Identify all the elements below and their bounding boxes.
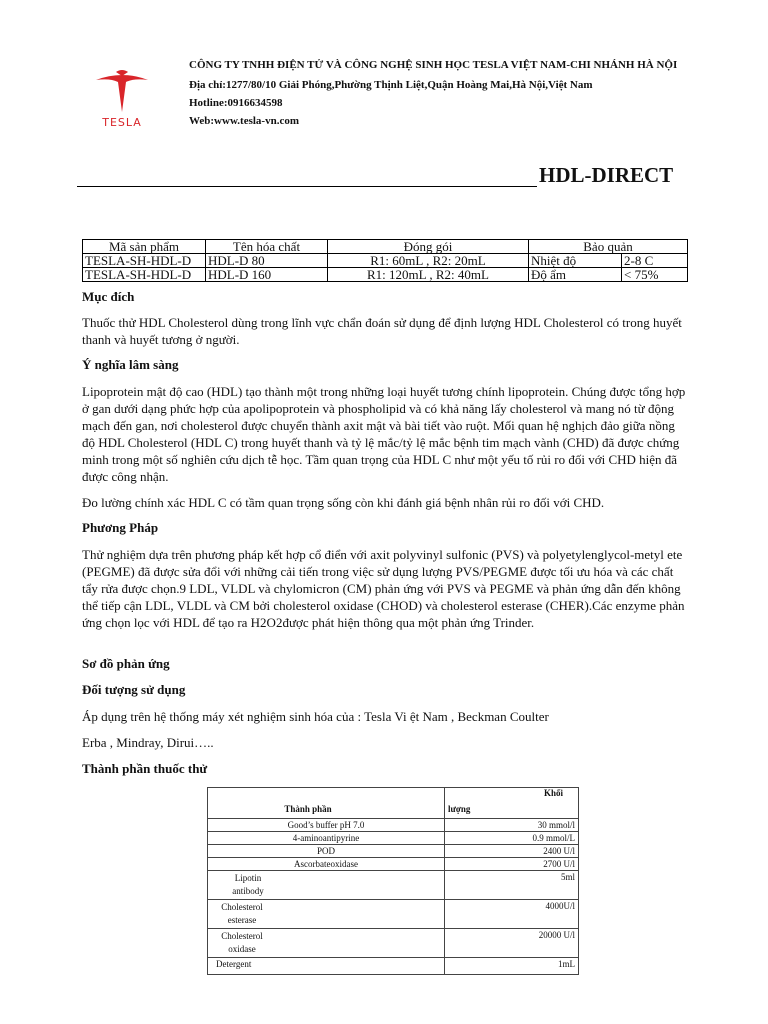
logo-text: TESLA	[102, 116, 142, 129]
header-storage: Bảo quản	[529, 240, 688, 254]
component-name-text: Cholesterol oxidase	[221, 931, 263, 954]
page-title: HDL-DIRECT	[539, 163, 674, 187]
paragraph-users-1: Áp dụng trên hệ thống máy xét nghiệm sinh hóa của : Tesla Vi ệt Nam , Beckman Coulter	[82, 709, 549, 724]
header-component	[208, 788, 445, 819]
table-row	[83, 268, 688, 282]
section-title-purpose: Mục đích	[82, 289, 135, 304]
component-name: Good’s buffer pH 7.0	[208, 819, 445, 832]
table-row	[83, 254, 688, 268]
header-chemical-name: Tên hóa chất	[206, 240, 328, 254]
table-row	[208, 929, 579, 958]
company-name: CÔNG TY TNHH ĐIỆN TỬ VÀ CÔNG NGHỆ SINH HỌC TESLA VIỆT NAM-CHI NHÁNH HÀ NỘI	[189, 59, 678, 71]
section-title-clinical: Ý nghĩa lâm sàng	[82, 357, 179, 372]
company-logo	[90, 66, 154, 132]
paragraph-purpose: Thuốc thử HDL Cholesterol dùng trong lĩnh vực chẩn đoán sử dụng để định lượng HDL Cholesterol có trong huyết thanh và huyết tương ở người.	[82, 315, 682, 347]
cell-storage-value: 2-8 C	[622, 254, 688, 268]
component-amount: 2700 U/l	[445, 858, 579, 871]
cell-storage-label: Độ ẩm	[529, 268, 622, 282]
section-title-users: Đối tượng sử dụng	[82, 682, 186, 697]
component-name	[208, 871, 445, 900]
cell-product-code: TESLA-SH-HDL-D	[83, 254, 206, 268]
component-amount: 30 mmol/l	[445, 819, 579, 832]
section-title-composition: Thành phần thuốc thử	[82, 761, 208, 776]
table-row	[208, 958, 579, 975]
component-amount: 20000 U/l	[445, 929, 579, 958]
table-row	[208, 871, 579, 900]
paragraph-clinical-1: Lipoprotein mật độ cao (HDL) tạo thành một trong những loại huyết tương chính lipoprotein. Chúng được tổng hợp ở gan dưới dạng phức hợp của apolipoprotein và phospholipid và có khả năng lấy cholesterol và mang nó từ động mạch đến gan, nơi cholesterol được chuyển thành axit mật và bài tiết vào ruột. Mối quan hệ nghịch đảo giữa nồng độ HDL Cholesterol (HDL C) trong huyết thanh và tỷ lệ mắc/tỷ lệ mắc bệnh tim mạch vành (CHD) đã được chứng minh trong một số nghiên cứu dịch tễ học. Tầm quan trọng của HDL C như một yếu tố rủi ro đối với CHD hiện đã được công nhận.	[82, 384, 686, 484]
paragraph-users-2: Erba , Mindray, Dirui…..	[82, 735, 214, 750]
section-title-method: Phương Pháp	[82, 520, 159, 535]
table-row	[208, 858, 579, 871]
cell-chemical-name: HDL-D 80	[206, 254, 328, 268]
cell-chemical-name: HDL-D 160	[206, 268, 328, 282]
component-name: Detergent	[208, 958, 445, 975]
component-name: POD	[208, 845, 445, 858]
component-name-text: Cholesterol esterase	[221, 902, 263, 925]
cell-storage-value: < 75%	[622, 268, 688, 282]
component-name	[208, 929, 445, 958]
component-amount: 4000U/l	[445, 900, 579, 929]
header-amount-bottom: lượng	[448, 804, 471, 814]
component-amount: 0.9 mmol/L	[445, 832, 579, 845]
paragraph-method: Thử nghiệm dựa trên phương pháp kết hợp cổ điển với axit polyvinyl sulfonic (PVS) và polyetylenglycol-metyl ete (PEGME) đã được sửa đổi với những cải tiến trong việc sử dụng lượng PVS/PEGME được tối ưu hóa và các chất tẩy rửa được chọn.9 LDL, VLDL và chylomicron (CM) phản ứng với PVS và PEGME và phản ứng dẫn đến không thể tiếp cận LDL, VLDL và CM bởi cholesterol oxidase (CHOD) và cholesterol esterase (CHER).Các enzyme phản ứng chọn lọc với HDL để tạo ra H2O2được phát hiện thông qua một phản ứng Trinder.	[82, 547, 685, 630]
table-row	[208, 900, 579, 929]
product-table	[82, 239, 688, 282]
component-amount: 2400 U/l	[445, 845, 579, 858]
header-product-code: Mã sản phẩm	[83, 240, 206, 254]
component-amount: 5ml	[445, 871, 579, 900]
section-title-reaction-diagram: Sơ đồ phản ứng	[82, 656, 170, 671]
title-rule	[77, 186, 537, 187]
component-name-text: Lipotin antibody	[232, 873, 264, 896]
cell-storage-label: Nhiệt độ	[529, 254, 622, 268]
paragraph-clinical-2: Đo lường chính xác HDL C có tầm quan trọng sống còn khi đánh giá bệnh nhân rủi ro đối với CHD.	[82, 495, 605, 510]
company-web: Web:www.tesla-vn.com	[189, 115, 299, 127]
cell-packaging: R1: 60mL , R2: 20mL	[328, 254, 529, 268]
header-packaging: Đóng gói	[328, 240, 529, 254]
cell-product-code: TESLA-SH-HDL-D	[83, 268, 206, 282]
component-amount: 1mL	[445, 958, 579, 975]
table-row	[208, 832, 579, 845]
header-amount-top: Khối	[543, 788, 563, 798]
tesla-logo-icon	[90, 66, 154, 116]
header-amount	[445, 788, 579, 819]
cell-packaging: R1: 120mL , R2: 40mL	[328, 268, 529, 282]
component-name: 4-aminoantipyrine	[208, 832, 445, 845]
table-row	[208, 845, 579, 858]
composition-table-header	[208, 788, 579, 819]
component-name	[208, 900, 445, 929]
company-hotline: Hotline:0916634598	[189, 97, 283, 109]
composition-table	[207, 787, 579, 975]
header-component-label: Thành phần	[284, 804, 332, 814]
component-name: Ascorbateoxidase	[208, 858, 445, 871]
product-table-header	[83, 240, 688, 254]
table-row	[208, 819, 579, 832]
company-address: Địa chỉ:1277/80/10 Giải Phóng,Phường Thịnh Liệt,Quận Hoàng Mai,Hà Nội,Việt Nam	[189, 79, 593, 91]
